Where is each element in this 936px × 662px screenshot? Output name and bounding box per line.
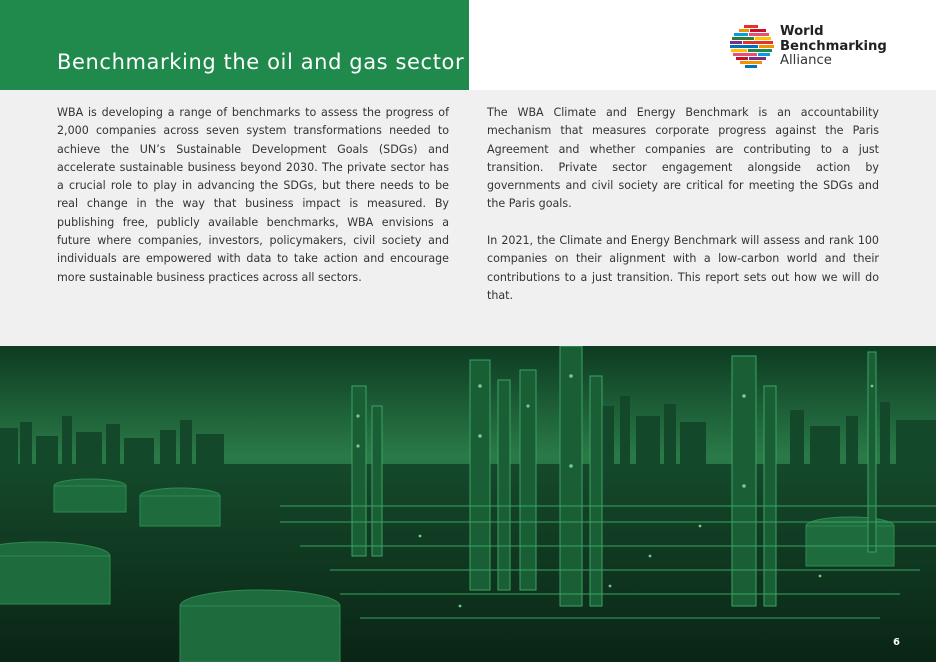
right-column [487,104,879,305]
left-column [57,104,449,287]
right-paragraph-2: In 2021, the Climate and Energy Benchmark will assess and rank 100 companies on their alignment with a low-carbon world and their contributions to a just transition. This report sets out how we will do that. [487,234,879,302]
logo-wordmark [780,25,887,69]
refinery-photo-icon [0,346,936,662]
logo-area [469,0,936,90]
wba-logo-icon [730,24,776,70]
intro-text-panel [0,90,936,346]
logo-line-benchmarking: Benchmarking [780,38,887,54]
right-paragraph-1: The WBA Climate and Energy Benchmark is an accountability mechanism that measures corporate progress against the Paris Agreement and whether companies are contributing to a just transition. Private sector engagement alongside action by governments and civil society are critical for meeting the SDGs and the Paris goals. [487,106,879,211]
page-number: 6 [893,637,900,648]
page-title: Benchmarking the oil and gas sector [57,50,465,74]
refinery-photo [0,346,936,662]
left-paragraph: WBA is developing a range of benchmarks to assess the progress of 2,000 companies across seven system transformations needed to achieve the UN’s Sustainable Development Goals (SDGs) and accelerate sustainable business beyond 2030. The private sector has a crucial role to play in advancing the SDGs, but there needs to be real change in the way that business impact is measured. By publishing free, publicly available benchmarks, WBA envisions a future where companies, investors, policymakers, civil society and individuals are empowered with data to take action and encourage more sustainable business practices across all sectors. [57,106,449,284]
logo-line-world: World [780,24,824,39]
logo-line-alliance: Alliance [780,53,832,69]
section-header-band [0,0,469,90]
